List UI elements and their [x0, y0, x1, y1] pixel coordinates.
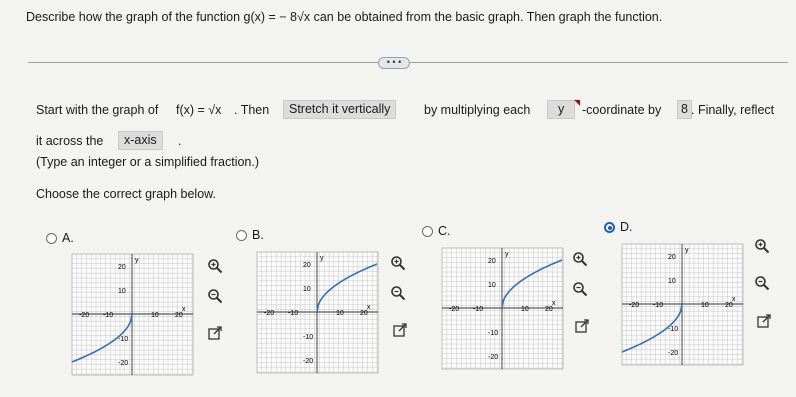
x-tick-label: -10: [103, 312, 114, 319]
y-tick-label: 20: [303, 262, 311, 269]
choose-prompt: Choose the correct graph below.: [36, 187, 216, 201]
y-tick-label: -20: [668, 350, 679, 357]
transformation-dropdown[interactable]: Stretch it vertically: [283, 100, 396, 119]
x-tick-label: 10: [151, 312, 159, 319]
y-tick-label: -20: [303, 358, 314, 365]
y-tick-label: 10: [303, 286, 311, 293]
y-tick-label: 20: [668, 254, 676, 261]
answer-coord-by: -coordinate by: [582, 103, 662, 117]
open-graph-icon[interactable]: [574, 318, 590, 334]
option-c-radio[interactable]: [422, 226, 433, 237]
x-tick-label: 20: [545, 306, 553, 313]
question-function: g(x) = − 8√x: [243, 10, 311, 24]
y-axis-label: y: [505, 251, 509, 258]
question-text: [26, 10, 662, 24]
x-axis-label: x: [732, 296, 736, 303]
graph-b: [255, 250, 380, 375]
y-tick-label: 10: [118, 288, 126, 295]
y-axis-label: y: [685, 247, 689, 254]
basic-function: f(x) = √x: [176, 103, 222, 117]
x-tick-label: 10: [521, 306, 529, 313]
zoom-out-icon[interactable]: [390, 285, 406, 301]
option-d-label: D.: [620, 220, 633, 234]
axis-dropdown[interactable]: x-axis: [118, 131, 163, 150]
x-tick-label: -10: [653, 302, 664, 309]
question-suffix: can be obtained from the basic graph. Then graph the function.: [313, 10, 663, 24]
y-axis-label: y: [135, 257, 139, 264]
x-tick-label: -20: [629, 302, 640, 309]
option-b-label: B.: [252, 228, 264, 242]
coordinate-dropdown[interactable]: y: [547, 100, 575, 119]
zoom-in-icon[interactable]: [754, 238, 770, 254]
question-prefix: Describe how the graph of the function: [26, 10, 241, 24]
x-axis-label: x: [182, 306, 186, 313]
x-axis-label: x: [367, 304, 371, 311]
graph-a: [70, 252, 195, 377]
open-graph-icon[interactable]: [207, 325, 223, 341]
option-a-radio[interactable]: [46, 233, 57, 244]
open-graph-icon[interactable]: [756, 313, 772, 329]
x-tick-label: -20: [79, 312, 90, 319]
graph-d: [620, 242, 745, 367]
x-tick-label: 10: [701, 302, 709, 309]
y-tick-label: -10: [488, 330, 499, 337]
answer-period: .: [178, 134, 182, 148]
x-tick-label: 20: [360, 310, 368, 317]
answer-hint: (Type an integer or a simplified fraction.): [36, 155, 260, 169]
answer-across: it across the: [36, 134, 104, 148]
zoom-in-icon[interactable]: [390, 255, 406, 271]
answer-start: Start with the graph of: [36, 103, 159, 117]
option-b-radio[interactable]: [236, 230, 247, 241]
y-tick-label: 10: [668, 278, 676, 285]
y-tick-label: -10: [668, 326, 679, 333]
option-a-label: A.: [62, 231, 74, 245]
y-tick-label: 20: [118, 264, 126, 271]
x-tick-label: 20: [725, 302, 733, 309]
zoom-in-icon[interactable]: [207, 258, 223, 274]
answer-finally: . Finally, reflect: [691, 103, 775, 117]
zoom-out-icon[interactable]: [572, 281, 588, 297]
y-tick-label: -10: [303, 334, 314, 341]
zoom-in-icon[interactable]: [572, 251, 588, 267]
y-axis-label: y: [320, 255, 324, 262]
dropdown-caret-icon: ◥: [574, 98, 581, 107]
y-tick-label: -20: [118, 360, 129, 367]
x-tick-label: 20: [175, 312, 183, 319]
y-tick-label: -10: [118, 336, 129, 343]
x-tick-label: -10: [288, 310, 299, 317]
more-button[interactable]: • • •: [378, 57, 410, 69]
option-c-label: C.: [438, 224, 451, 238]
open-graph-icon[interactable]: [392, 322, 408, 338]
x-tick-label: -20: [449, 306, 460, 313]
graph-c: [440, 246, 565, 371]
option-d-radio[interactable]: [604, 222, 615, 233]
zoom-out-icon[interactable]: [754, 275, 770, 291]
x-tick-label: -10: [473, 306, 484, 313]
answer-then: . Then: [234, 103, 270, 117]
y-tick-label: -20: [488, 354, 499, 361]
y-tick-label: 20: [488, 258, 496, 265]
x-tick-label: 10: [336, 310, 344, 317]
answer-by-multiplying: by multiplying each: [424, 103, 531, 117]
x-tick-label: -20: [264, 310, 275, 317]
zoom-out-icon[interactable]: [207, 288, 223, 304]
x-axis-label: x: [552, 300, 556, 307]
y-tick-label: 10: [488, 282, 496, 289]
factor-input[interactable]: 8: [677, 100, 692, 119]
